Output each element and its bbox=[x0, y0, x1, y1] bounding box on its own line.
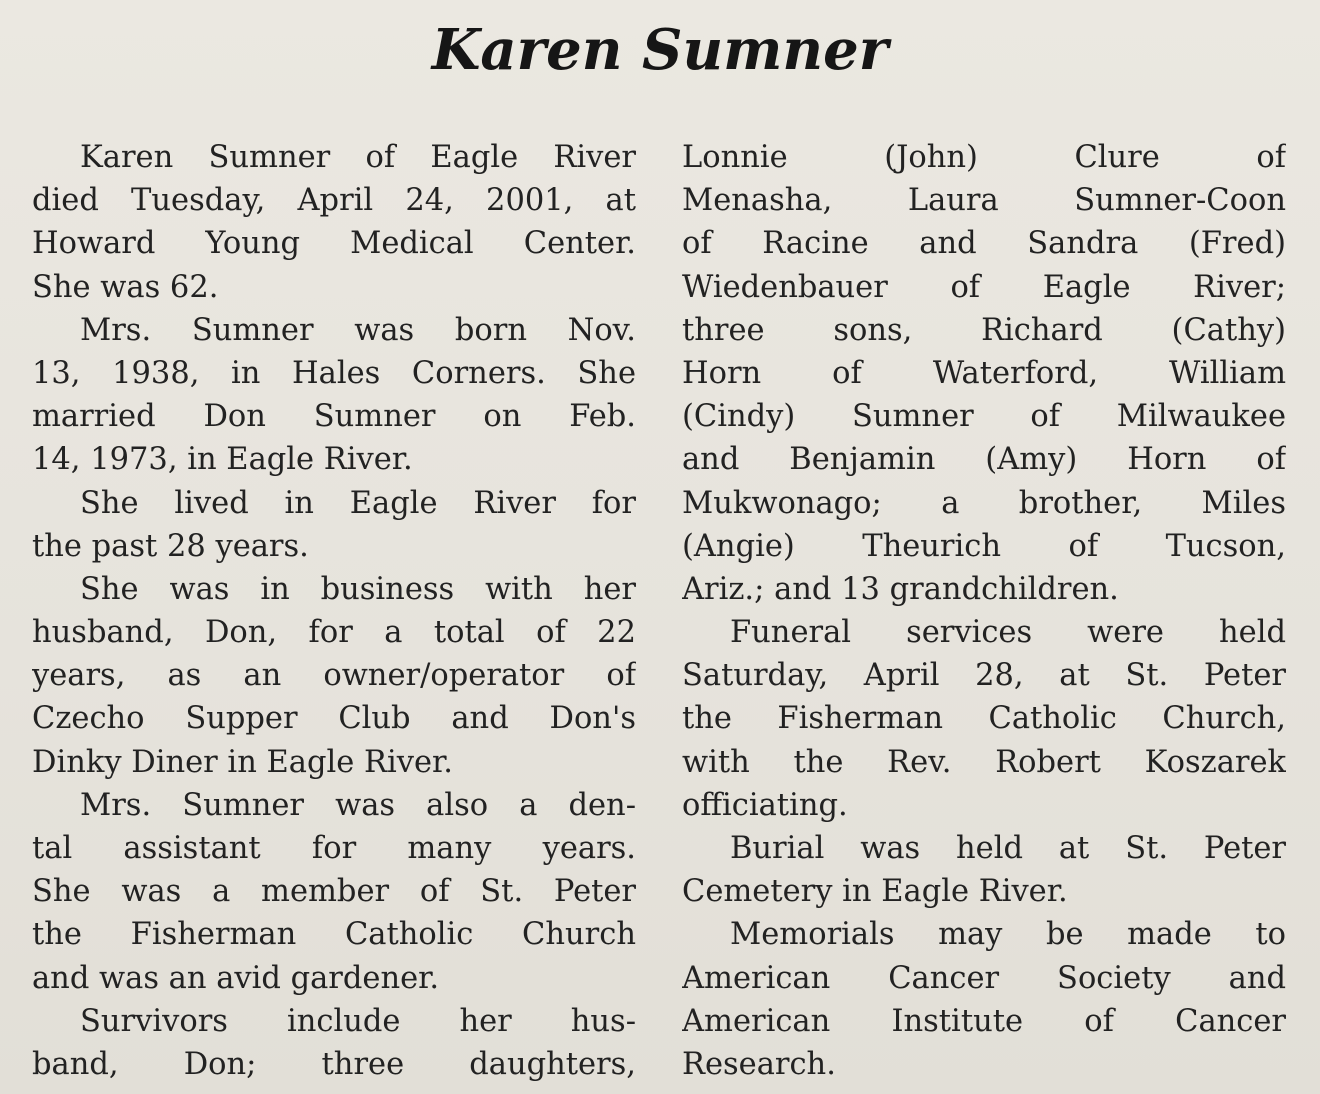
text-line: American Institute of Cancer bbox=[682, 1003, 1286, 1039]
text-line: Ariz.; and 13 grandchildren. bbox=[682, 571, 1119, 607]
text-line: Research. bbox=[682, 1046, 836, 1082]
text-line: Karen Sumner of Eagle River bbox=[80, 140, 636, 175]
text-line: Lonnie (John) Clure of bbox=[682, 140, 1286, 175]
text-line: Dinky Diner in Eagle River. bbox=[32, 744, 453, 780]
text-line: 13, 1938, in Hales Corners. She bbox=[32, 355, 636, 391]
text-line: She was a member of St. Peter bbox=[32, 874, 636, 910]
text-line: Funeral services were held bbox=[730, 615, 1286, 651]
text-line: (Cindy) Sumner of Milwaukee bbox=[682, 399, 1286, 435]
text-line: She lived in Eagle River for bbox=[80, 485, 636, 521]
text-line: the past 28 years. bbox=[32, 528, 309, 564]
text-line: the Fisherman Catholic Church bbox=[32, 917, 636, 953]
text-line: Memorials may be made to bbox=[730, 917, 1286, 953]
text-line: American Cancer Society and bbox=[682, 960, 1286, 996]
text-line: Survivors include her hus- bbox=[80, 1003, 636, 1039]
text-line: officiating. bbox=[682, 787, 848, 823]
text-line: Menasha, Laura Sumner-Coon bbox=[682, 183, 1286, 219]
text-line: with the Rev. Robert Koszarek bbox=[682, 744, 1286, 780]
text-line: Horn of Waterford, William bbox=[682, 355, 1286, 391]
text-line: of Racine and Sandra (Fred) bbox=[682, 226, 1286, 262]
text-line: and was an avid gardener. bbox=[32, 960, 440, 996]
text-line: Saturday, April 28, at St. Peter bbox=[682, 658, 1286, 694]
text-line: died Tuesday, April 24, 2001, at bbox=[32, 183, 636, 219]
headline: Karen Sumner bbox=[431, 17, 889, 83]
text-line: Mrs. Sumner was also a den- bbox=[80, 787, 636, 823]
text-line: Burial was held at St. Peter bbox=[730, 831, 1286, 866]
right-column bbox=[682, 136, 1286, 1086]
text-line: years, as an owner/operator of bbox=[32, 658, 636, 694]
text-line: (Angie) Theurich of Tucson, bbox=[682, 528, 1286, 564]
text-line: married Don Sumner on Feb. bbox=[32, 399, 636, 435]
text-line: She was 62. bbox=[32, 269, 219, 305]
left-column bbox=[32, 136, 636, 1086]
text-line: tal assistant for many years. bbox=[32, 831, 636, 866]
text-line: husband, Don, for a total of 22 bbox=[32, 615, 636, 651]
text-line: Howard Young Medical Center. bbox=[32, 226, 636, 262]
text-line: Mrs. Sumner was born Nov. bbox=[80, 312, 636, 348]
text-line: Cemetery in Eagle River. bbox=[682, 874, 1068, 910]
text-line: Czecho Supper Club and Don's bbox=[32, 701, 636, 737]
text-line: and Benjamin (Amy) Horn of bbox=[682, 442, 1286, 478]
text-line: the Fisherman Catholic Church, bbox=[682, 701, 1286, 737]
text-line: She was in business with her bbox=[80, 571, 636, 607]
text-line: Mukwonago; a brother, Miles bbox=[682, 485, 1286, 521]
text-line: band, Don; three daughters, bbox=[32, 1046, 636, 1082]
text-line: 14, 1973, in Eagle River. bbox=[32, 442, 413, 478]
text-line: three sons, Richard (Cathy) bbox=[682, 312, 1286, 348]
text-line: Wiedenbauer of Eagle River; bbox=[682, 269, 1286, 305]
